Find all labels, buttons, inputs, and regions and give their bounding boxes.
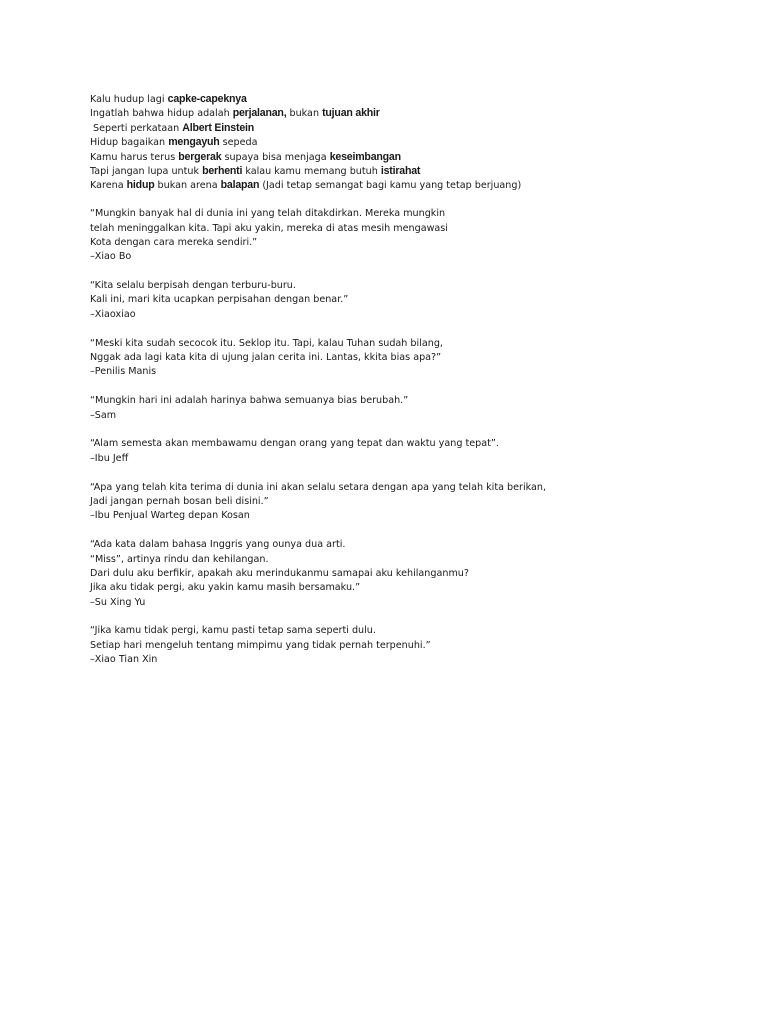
quote-line: Kota dengan cara mereka sendiri.” — [90, 236, 258, 248]
text: (Jadi tetap semangat bagi kamu yang tetap berjuang) — [259, 180, 522, 192]
text: Karena — [90, 180, 127, 192]
quote-author: –Xiao Tian Xin — [90, 654, 158, 666]
text: Kamu harus terus — [90, 151, 179, 163]
quote-line: “Ada kata dalam bahasa Inggris yang ounya dua arti. — [90, 539, 346, 551]
quote-block — [90, 207, 730, 265]
quote-line: “Kita selalu berpisah dengan terburu-buru. — [90, 280, 296, 292]
paragraph-gap — [90, 423, 730, 437]
quote-line: Setiap hari mengeluh tentang mimpimu yang tidak pernah terpenuhi.” — [90, 639, 431, 651]
text: Hidup bagaikan — [90, 137, 169, 149]
bold-text: Albert Einstein — [182, 121, 255, 134]
quote-line: telah meninggalkan kita. Tapi aku yakin, mereka di atas mesih mengawasi — [90, 222, 448, 234]
intro-line-1 — [90, 92, 730, 106]
paragraph-gap — [90, 610, 730, 624]
quote-author: –Su Xing Yu — [90, 596, 146, 608]
bold-text: keseimbangan — [329, 150, 401, 163]
intro-line-3 — [90, 121, 730, 135]
text: Ingatlah bahwa hidup adalah — [90, 108, 233, 120]
text: bukan arena — [154, 180, 221, 192]
quote-author: –Xiao Bo — [90, 251, 132, 263]
quote-line: “Alam semesta akan membawamu dengan orang yang tepat dan waktu yang tepat”. — [90, 438, 499, 450]
quote-line: Dari dulu aku berfikir, apakah aku merindukanmu samapai aku kehilanganmu? — [90, 567, 469, 579]
intro-paragraph — [90, 92, 730, 193]
document-page — [90, 92, 730, 668]
quote-line: “Jika kamu tidak pergi, kamu pasti tetap sama seperti dulu. — [90, 625, 376, 637]
paragraph-gap — [90, 524, 730, 538]
quote-block — [90, 538, 730, 610]
intro-line-5 — [90, 150, 730, 164]
bold-text: balapan — [220, 179, 260, 192]
bold-text: mengayuh — [168, 136, 220, 149]
bold-text: hidup — [126, 179, 155, 192]
quote-line: “Meski kita sudah secocok itu. Seklop itu. Tapi, kalau Tuhan sudah bilang, — [90, 337, 443, 349]
quote-block — [90, 624, 730, 667]
paragraph-gap — [90, 193, 730, 207]
text: sepeda — [219, 137, 258, 149]
quote-block — [90, 437, 730, 466]
quote-line: “Mungkin hari ini adalah harinya bahwa semuanya bias berubah.” — [90, 395, 409, 407]
text: Tapi jangan lupa untuk — [90, 165, 203, 177]
text: supaya bisa menjaga — [221, 151, 330, 163]
quote-line: “Apa yang telah kita terima di dunia ini akan selalu setara dengan apa yang telah kita berikan, — [90, 481, 547, 493]
bold-text: istirahat — [380, 164, 421, 177]
text: Kalu hudup lagi — [90, 94, 168, 105]
text: Seperti perkataan — [93, 122, 183, 134]
quote-block — [90, 394, 730, 423]
quote-line: Jadi jangan pernah bosan beli disini.” — [90, 495, 269, 507]
quote-author: –Penilis Manis — [90, 366, 157, 378]
quote-line: “Miss”, artinya rindu dan kehilangan. — [90, 553, 269, 565]
quote-author: –Sam — [90, 409, 117, 421]
quote-line: Jika aku tidak pergi, aku yakin kamu masih bersamaku.” — [90, 582, 361, 594]
text: kalau kamu memang butuh — [242, 165, 381, 177]
intro-line-7 — [90, 178, 730, 192]
bold-text: tujuan akhir — [322, 107, 380, 120]
paragraph-gap — [90, 466, 730, 480]
quote-block — [90, 279, 730, 322]
paragraph-gap — [90, 322, 730, 336]
intro-line-6 — [90, 164, 730, 178]
bold-text: perjalanan, — [232, 107, 287, 120]
paragraph-gap — [90, 265, 730, 279]
bold-text: capke-capeknya — [167, 93, 247, 105]
quote-author: –Ibu Jeff — [90, 452, 129, 464]
quote-line: Kali ini, mari kita ucapkan perpisahan dengan benar.” — [90, 294, 349, 306]
quote-block — [90, 481, 730, 524]
intro-line-4 — [90, 135, 730, 149]
quote-author: –Ibu Penjual Warteg depan Kosan — [90, 510, 250, 522]
quote-line: Nggak ada lagi kata kita di ujung jalan cerita ini. Lantas, kkita bias apa?” — [90, 352, 442, 364]
bold-text: bergerak — [178, 150, 222, 163]
paragraph-gap — [90, 380, 730, 394]
bold-text: berhenti — [202, 164, 243, 177]
quote-line: “Mungkin banyak hal di dunia ini yang telah ditakdirkan. Mereka mungkin — [90, 208, 446, 220]
quote-block — [90, 337, 730, 380]
text: bukan — [286, 108, 323, 120]
quote-author: –Xiaoxiao — [90, 308, 136, 320]
intro-line-2 — [90, 106, 730, 120]
